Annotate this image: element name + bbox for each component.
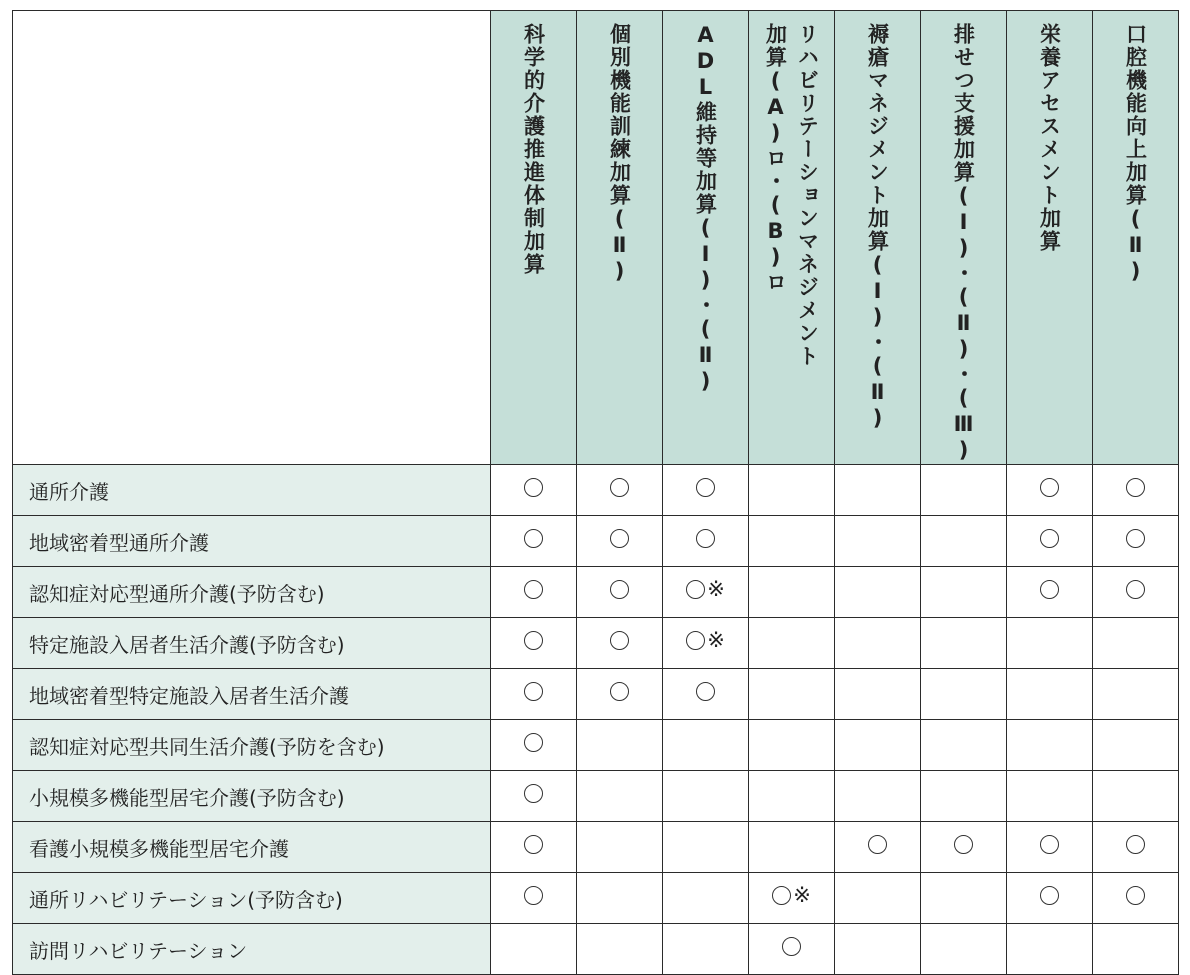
table-cell bbox=[921, 618, 1007, 669]
table-cell bbox=[1007, 873, 1093, 924]
table-cell bbox=[1007, 924, 1093, 975]
table-cell bbox=[835, 873, 921, 924]
table-cell bbox=[663, 567, 749, 618]
applicable-mark bbox=[1126, 580, 1145, 599]
table-cell bbox=[835, 465, 921, 516]
applicable-mark bbox=[1126, 529, 1145, 548]
table-cell bbox=[663, 822, 749, 873]
circle-mark-icon bbox=[524, 682, 543, 701]
circle-mark-icon bbox=[524, 835, 543, 854]
applicable-mark bbox=[1040, 478, 1059, 497]
column-header-line: 排せつ支援加算(Ⅰ)・(Ⅱ)・(Ⅲ) bbox=[951, 23, 976, 464]
circle-mark-icon bbox=[524, 478, 543, 497]
applicable-mark bbox=[524, 478, 543, 497]
table-row bbox=[13, 516, 1179, 567]
column-header bbox=[1007, 11, 1093, 465]
circle-mark-icon bbox=[610, 478, 629, 497]
table-cell bbox=[1093, 924, 1179, 975]
circle-mark-icon bbox=[1126, 835, 1145, 854]
table-cell bbox=[1093, 567, 1179, 618]
table-cell bbox=[491, 771, 577, 822]
column-header bbox=[1093, 11, 1179, 465]
table-cell bbox=[1007, 669, 1093, 720]
applicable-mark bbox=[610, 529, 629, 548]
circle-mark-icon bbox=[524, 784, 543, 803]
table-cell bbox=[577, 924, 663, 975]
applicable-mark bbox=[524, 631, 543, 650]
circle-mark-icon bbox=[610, 631, 629, 650]
row-label: 地域密着型通所介護 bbox=[13, 516, 491, 567]
circle-mark-icon bbox=[610, 580, 629, 599]
table-cell bbox=[1093, 669, 1179, 720]
table-cell bbox=[577, 669, 663, 720]
table-cell bbox=[663, 924, 749, 975]
row-label: 通所介護 bbox=[13, 465, 491, 516]
table-cell bbox=[835, 771, 921, 822]
applicable-mark bbox=[524, 580, 543, 599]
table-cell bbox=[749, 873, 835, 924]
table-cell bbox=[1093, 720, 1179, 771]
circle-mark-icon bbox=[1126, 886, 1145, 905]
circle-mark-icon bbox=[1040, 886, 1059, 905]
applicable-mark bbox=[524, 682, 543, 701]
row-label: 小規模多機能型居宅介護(予防含む) bbox=[13, 771, 491, 822]
table-cell bbox=[921, 669, 1007, 720]
applicable-mark bbox=[610, 478, 629, 497]
applicable-mark bbox=[1040, 886, 1059, 905]
table-cell bbox=[1007, 720, 1093, 771]
table-cell bbox=[1007, 516, 1093, 567]
row-label: 看護小規模多機能型居宅介護 bbox=[13, 822, 491, 873]
table-row bbox=[13, 465, 1179, 516]
table-cell bbox=[663, 465, 749, 516]
circle-mark-icon bbox=[1126, 580, 1145, 599]
table-cell bbox=[835, 516, 921, 567]
row-label: 認知症対応型共同生活介護(予防を含む) bbox=[13, 720, 491, 771]
circle-mark-icon bbox=[696, 682, 715, 701]
column-header-line: 個別機能訓練加算(Ⅱ) bbox=[607, 23, 632, 285]
table-cell bbox=[1007, 618, 1093, 669]
reference-mark: ※ bbox=[707, 577, 725, 601]
circle-mark-icon bbox=[1040, 529, 1059, 548]
table-cell bbox=[1007, 567, 1093, 618]
reference-mark: ※ bbox=[793, 883, 811, 907]
table-body bbox=[13, 465, 1179, 975]
table-cell bbox=[1093, 516, 1179, 567]
table-cell bbox=[491, 567, 577, 618]
applicable-mark bbox=[782, 937, 801, 956]
table-cell bbox=[577, 822, 663, 873]
applicable-mark bbox=[610, 682, 629, 701]
table-cell bbox=[577, 771, 663, 822]
circle-mark-icon bbox=[1126, 529, 1145, 548]
circle-mark-icon bbox=[686, 631, 705, 650]
circle-mark-icon bbox=[524, 529, 543, 548]
applicable-mark bbox=[524, 886, 543, 905]
column-header bbox=[749, 11, 835, 465]
table-cell bbox=[1007, 771, 1093, 822]
circle-mark-icon bbox=[868, 835, 887, 854]
table-cell bbox=[749, 465, 835, 516]
applicable-mark bbox=[1040, 529, 1059, 548]
column-header-line: 口腔機能向上加算(Ⅱ) bbox=[1123, 23, 1148, 285]
table-cell bbox=[491, 873, 577, 924]
table-cell bbox=[1093, 618, 1179, 669]
row-label: 通所リハビリテーション(予防含む) bbox=[13, 873, 491, 924]
table-cell bbox=[835, 822, 921, 873]
table-corner-cell bbox=[13, 11, 491, 465]
table-cell bbox=[577, 567, 663, 618]
table-cell bbox=[1093, 822, 1179, 873]
row-label: 認知症対応型通所介護(予防含む) bbox=[13, 567, 491, 618]
applicable-mark bbox=[610, 580, 629, 599]
table-cell bbox=[1093, 465, 1179, 516]
applicable-mark bbox=[524, 529, 543, 548]
circle-mark-icon bbox=[1040, 835, 1059, 854]
circle-mark-icon bbox=[610, 529, 629, 548]
table-cell bbox=[921, 516, 1007, 567]
applicable-mark bbox=[696, 682, 715, 701]
circle-mark-icon bbox=[524, 886, 543, 905]
applicable-mark bbox=[1040, 835, 1059, 854]
table-cell bbox=[749, 669, 835, 720]
column-header bbox=[577, 11, 663, 465]
table-cell bbox=[921, 567, 1007, 618]
circle-mark-icon bbox=[954, 835, 973, 854]
applicable-mark bbox=[954, 835, 973, 854]
applicable-mark bbox=[686, 579, 725, 600]
table-cell bbox=[491, 822, 577, 873]
applicable-mark bbox=[1040, 580, 1059, 599]
table-row bbox=[13, 924, 1179, 975]
circle-mark-icon bbox=[1040, 580, 1059, 599]
table-cell bbox=[1093, 873, 1179, 924]
circle-mark-icon bbox=[524, 733, 543, 752]
column-header bbox=[663, 11, 749, 465]
applicable-mark bbox=[524, 835, 543, 854]
table-cell bbox=[663, 873, 749, 924]
table-cell bbox=[749, 720, 835, 771]
row-label: 特定施設入居者生活介護(予防含む) bbox=[13, 618, 491, 669]
row-label: 訪問リハビリテーション bbox=[13, 924, 491, 975]
column-header bbox=[835, 11, 921, 465]
applicable-mark bbox=[524, 733, 543, 752]
column-header-line: 栄養アセスメント加算 bbox=[1037, 23, 1062, 253]
table-cell bbox=[749, 924, 835, 975]
column-header-line: 科学的介護推進体制加算 bbox=[521, 23, 546, 276]
table-cell bbox=[749, 822, 835, 873]
table-cell bbox=[921, 465, 1007, 516]
applicable-mark bbox=[524, 784, 543, 803]
table-cell bbox=[577, 618, 663, 669]
table-row bbox=[13, 567, 1179, 618]
table-cell bbox=[491, 924, 577, 975]
column-header-line: リハビリテーションマネジメント bbox=[795, 23, 820, 368]
table-cell bbox=[491, 669, 577, 720]
applicable-mark bbox=[696, 529, 715, 548]
column-header bbox=[491, 11, 577, 465]
circle-mark-icon bbox=[686, 580, 705, 599]
circle-mark-icon bbox=[782, 937, 801, 956]
table-cell bbox=[835, 618, 921, 669]
circle-mark-icon bbox=[524, 580, 543, 599]
column-header-line: 褥瘡マネジメント加算(Ⅰ)・(Ⅱ) bbox=[865, 23, 890, 432]
table-cell bbox=[749, 618, 835, 669]
table-cell bbox=[491, 720, 577, 771]
applicable-mark bbox=[610, 631, 629, 650]
table-row bbox=[13, 669, 1179, 720]
table-cell bbox=[1093, 771, 1179, 822]
table-cell bbox=[577, 465, 663, 516]
table-row bbox=[13, 771, 1179, 822]
applicable-mark bbox=[1126, 478, 1145, 497]
row-label: 地域密着型特定施設入居者生活介護 bbox=[13, 669, 491, 720]
table-row bbox=[13, 618, 1179, 669]
column-header bbox=[921, 11, 1007, 465]
table-cell bbox=[1007, 465, 1093, 516]
table-cell bbox=[835, 720, 921, 771]
circle-mark-icon bbox=[1040, 478, 1059, 497]
table-cell bbox=[921, 822, 1007, 873]
table-cell bbox=[921, 771, 1007, 822]
applicable-mark bbox=[696, 478, 715, 497]
table-cell bbox=[749, 771, 835, 822]
circle-mark-icon bbox=[1126, 478, 1145, 497]
table-cell bbox=[577, 720, 663, 771]
table-row bbox=[13, 822, 1179, 873]
table-cell bbox=[749, 516, 835, 567]
column-header-line: 加算(A)ロ・(B)ロ bbox=[763, 23, 788, 294]
table-cell bbox=[663, 618, 749, 669]
reference-mark: ※ bbox=[707, 628, 725, 652]
applicable-mark bbox=[686, 630, 725, 651]
circle-mark-icon bbox=[610, 682, 629, 701]
applicable-mark bbox=[1126, 835, 1145, 854]
column-header-line: ADL維持等加算(Ⅰ)・(Ⅱ) bbox=[693, 23, 718, 395]
table-cell bbox=[491, 465, 577, 516]
table-cell bbox=[491, 618, 577, 669]
applicable-mark bbox=[1126, 886, 1145, 905]
table-cell bbox=[663, 771, 749, 822]
table-cell bbox=[921, 873, 1007, 924]
table-cell bbox=[749, 567, 835, 618]
table-header-row bbox=[13, 11, 1179, 465]
table-cell bbox=[577, 873, 663, 924]
table-row bbox=[13, 720, 1179, 771]
table-cell bbox=[921, 924, 1007, 975]
table-row bbox=[13, 873, 1179, 924]
table-cell bbox=[835, 924, 921, 975]
applicable-mark bbox=[868, 835, 887, 854]
table-cell bbox=[1007, 822, 1093, 873]
table-cell bbox=[663, 669, 749, 720]
table-cell bbox=[577, 516, 663, 567]
circle-mark-icon bbox=[524, 631, 543, 650]
table-cell bbox=[921, 720, 1007, 771]
table-cell bbox=[663, 516, 749, 567]
circle-mark-icon bbox=[696, 529, 715, 548]
table-cell bbox=[835, 567, 921, 618]
table-cell bbox=[835, 669, 921, 720]
table-cell bbox=[491, 516, 577, 567]
addition-applicability-table bbox=[12, 10, 1179, 975]
circle-mark-icon bbox=[696, 478, 715, 497]
table-cell bbox=[663, 720, 749, 771]
